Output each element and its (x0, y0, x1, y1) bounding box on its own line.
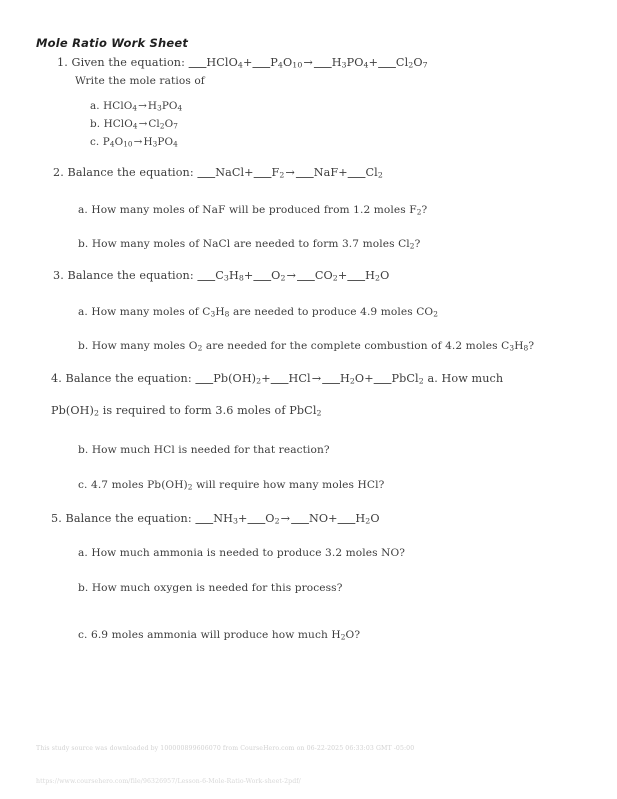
question-2-part-a-text: How many moles of NaF will be produced from 1.2 moles $F_2$? (91, 204, 428, 217)
question-5-line (51, 512, 380, 526)
question-5-part-c-label: c. (78, 629, 88, 641)
question-5-part-b-text: How much oxygen is needed for this process? (91, 582, 343, 594)
question-4-line (51, 372, 503, 386)
question-1-part-c-text: $P_4O_{10}\to H_3PO_4$ (102, 136, 178, 149)
question-4-continuation (51, 404, 322, 418)
question-3-part-a-label: a. (78, 306, 88, 318)
question-1-part-b-label: b. (90, 118, 101, 130)
page-title: Mole Ratio Work Sheet (36, 36, 189, 50)
coursehero-source-url: https://www.coursehero.com/file/96326957/Lesson-6-Mole-Ratio-Work-sheet-2pdf/ (36, 778, 301, 785)
question-2-part-b-label: b. (78, 238, 89, 250)
question-4-continuation-text: $Pb(OH)_2$ is required to form 3.6 moles of PbCl$_2$ (51, 404, 322, 418)
question-1-part-b-text: $HClO_4\to Cl_2O_7$ (103, 118, 178, 131)
question-5-part-a (78, 546, 405, 560)
question-1-prompt: Given the equation: (71, 56, 185, 69)
question-1-part-a-label: a. (90, 100, 100, 112)
question-5-number: 5. (51, 512, 62, 525)
question-4-part-b-label: b. (78, 444, 89, 456)
question-4-number: 4. (51, 372, 62, 385)
question-4-part-c-label: c. (78, 479, 88, 491)
question-1-instruction: Write the mole ratios of (75, 75, 205, 87)
question-2-number: 2. (53, 166, 64, 179)
question-3-prompt: Balance the equation: (67, 269, 194, 282)
question-5-part-b-label: b. (78, 582, 89, 594)
question-4-part-c (78, 478, 384, 492)
question-3-equation: $C_3H_8+$ $O_2\to$ $CO_2+$ $H_2O$ (215, 269, 390, 283)
question-2-equation: NaCl+ $F_2\to$ NaF+ $Cl_2$ (215, 166, 383, 180)
question-4-part-c-text: 4.7 moles $Pb(OH)_2$ will require how many moles HCl? (90, 479, 385, 492)
question-2-part-a (78, 203, 427, 217)
question-5-part-c (78, 628, 360, 642)
question-3-part-a-text: How many moles of $C_3H_8$ are needed to produce 4.9 moles $CO_2$ (91, 306, 439, 319)
question-2-part-a-label: a. (78, 204, 88, 216)
question-5-part-b (78, 581, 342, 595)
question-3-part-b-text: How many moles $O_2$ are needed for the complete combustion of 4.2 moles $C_3H_8$? (91, 340, 535, 353)
question-1-number: 1. (57, 56, 68, 69)
question-1-part-a-text: $HClO_4\to H_3PO_4$ (103, 100, 183, 113)
question-4-part-a-inline: a. How much (427, 372, 504, 385)
question-1-line (57, 56, 428, 70)
question-5-part-a-label: a. (78, 547, 88, 559)
question-1-equation: HClO$_4$+ $P_4O_{10}\to$ $H_3PO_4+$ $Cl_2O_7$ (206, 56, 428, 70)
question-3-line (53, 269, 389, 283)
question-3-part-b-label: b. (78, 340, 89, 352)
question-1-part-a (90, 99, 182, 113)
question-5-equation: $NH_3+$ $O_2\to$ NO+ $H_2O$ (213, 512, 380, 526)
question-1-part-c (90, 135, 178, 149)
question-1-part-c-label: c. (90, 136, 100, 148)
question-2-part-b (78, 237, 420, 251)
question-5-part-a-text: How much ammonia is needed to produce 3.2 moles NO? (91, 547, 406, 559)
question-4-prompt: Balance the equation: (65, 372, 192, 385)
question-2-prompt: Balance the equation: (67, 166, 194, 179)
question-1-part-b (90, 117, 178, 131)
question-4-equation: $Pb(OH)_2+$ HCl→ $H_2O+$ PbCl$_2$ (213, 372, 424, 386)
question-5-part-c-text: 6.9 moles ammonia will produce how much $H_2O$? (90, 629, 361, 642)
question-5-prompt: Balance the equation: (65, 512, 192, 525)
question-4-part-b (78, 443, 330, 457)
question-4-part-b-text: How much HCl is needed for that reaction? (91, 444, 330, 456)
question-3-part-a (78, 305, 438, 319)
question-2-line (53, 166, 383, 180)
question-2-part-b-text: How many moles of NaCl are needed to form 3.7 moles $Cl_2$? (91, 238, 421, 251)
question-3-number: 3. (53, 269, 64, 282)
coursehero-download-note: This study source was downloaded by 100000899606070 from CourseHero.com on 06-22-2025 06:33:03 GMT -05:00 (36, 745, 415, 752)
question-3-part-b (78, 339, 534, 353)
